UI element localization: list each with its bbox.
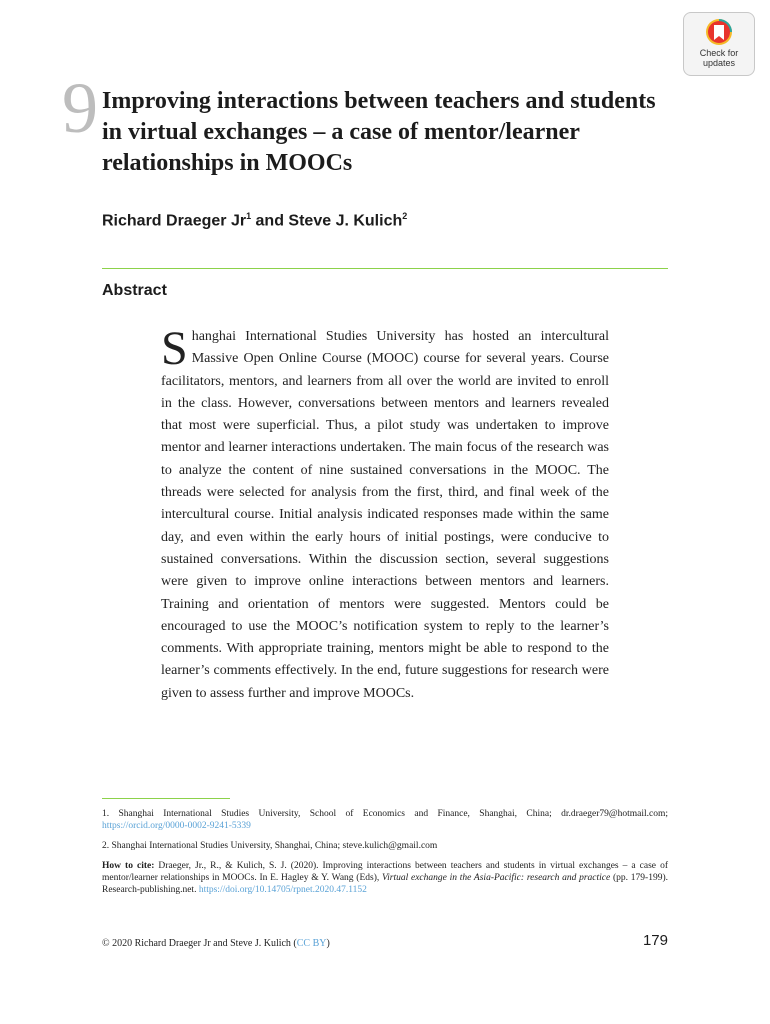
badge-label: Check for updates xyxy=(699,48,739,68)
cite-pages: (pp. 179-199). Research-publishing.net. xyxy=(102,873,668,895)
doi-link[interactable]: https://doi.org/10.14705/rpnet.2020.47.1152 xyxy=(198,885,367,895)
footnotes xyxy=(102,808,668,904)
affiliation-marker: 1 xyxy=(246,211,252,221)
footnote-divider xyxy=(102,798,230,799)
author-name: Richard Draeger Jr xyxy=(102,212,247,230)
cite-text: Draeger, Jr., R., & Kulich, S. J. (2020). Improving interactions between teachers and students in virtual exchanges – a case of mentor/learner relationships in MOOCs. In E. Hagley & Y. Wang (Eds), xyxy=(102,861,668,883)
check-for-updates-badge[interactable] xyxy=(683,12,755,76)
chapter-title: Improving interactions between teachers and students in virtual exchanges – a case of mentor/learner relationships in MOOCs xyxy=(102,88,656,176)
abstract-body xyxy=(161,322,609,705)
abstract-heading: Abstract xyxy=(102,282,167,299)
drop-cap: S xyxy=(161,322,188,375)
orcid-link[interactable]: https://orcid.org/0000-0002-9241-5339 xyxy=(102,821,251,831)
copyright-line xyxy=(102,938,668,949)
copyright-text: © 2020 Richard Draeger Jr and Steve J. Kulich ( xyxy=(102,938,297,949)
cite-label: How to cite: xyxy=(102,861,155,871)
license-link[interactable]: CC BY xyxy=(296,938,327,949)
footnote-1 xyxy=(102,808,668,832)
copyright-close: ) xyxy=(326,938,330,949)
author-line xyxy=(102,211,407,230)
how-to-cite xyxy=(102,860,668,896)
footnote-2 xyxy=(102,840,668,852)
footnote-1-text: 1. Shanghai International Studies University, School of Economics and Finance, Shanghai, China; dr.draeger79@hotmail.com; xyxy=(102,809,668,819)
author-name: Steve J. Kulich xyxy=(288,212,403,230)
cite-book-title: Virtual exchange in the Asia-Pacific: research and practice xyxy=(382,873,611,883)
bookmark-ribbon-icon xyxy=(705,18,733,46)
footnote-2-text: 2. Shanghai International Studies University, Shanghai, China; steve.kulich@gmail.com xyxy=(102,841,438,851)
page-number: 179 xyxy=(642,932,668,949)
abstract-text: hanghai International Studies University has hosted an intercultural Massive Open Online Course (MOOC) course for several years. Course facilitators, mentors, and learners from all over the world are invited to enroll in the class. However, conversations between mentors and learners revealed that most were superficial. Thus, a pilot study was undertaken to improve mentor and learner interactions undertaken. The main focus of the research was to analyze the content of nine sustained conversations in the MOOC. The threads were selected for analysis from the first, third, and final week of the intercultural course. Initial analysis indicated responses made within the same day, and even within the early hours of initial postings, were conducive to sustained conversations. Within the discussion section, several suggestions were given to improve online interactions between mentors and learners. Training and orientation of mentors were suggested. Mentors could be encouraged to use the MOOC’s notification system to reply to the learner’s comments. With appropriate training, mentors might be able to respond to the learner’s comments effectively. In the end, future suggestions for research were given to assess further and improve MOOCs. xyxy=(161,329,609,701)
affiliation-marker: 2 xyxy=(402,211,408,221)
author-conjunction: and xyxy=(251,212,289,230)
header-divider xyxy=(102,268,668,269)
chapter-number: 9 xyxy=(62,68,98,148)
